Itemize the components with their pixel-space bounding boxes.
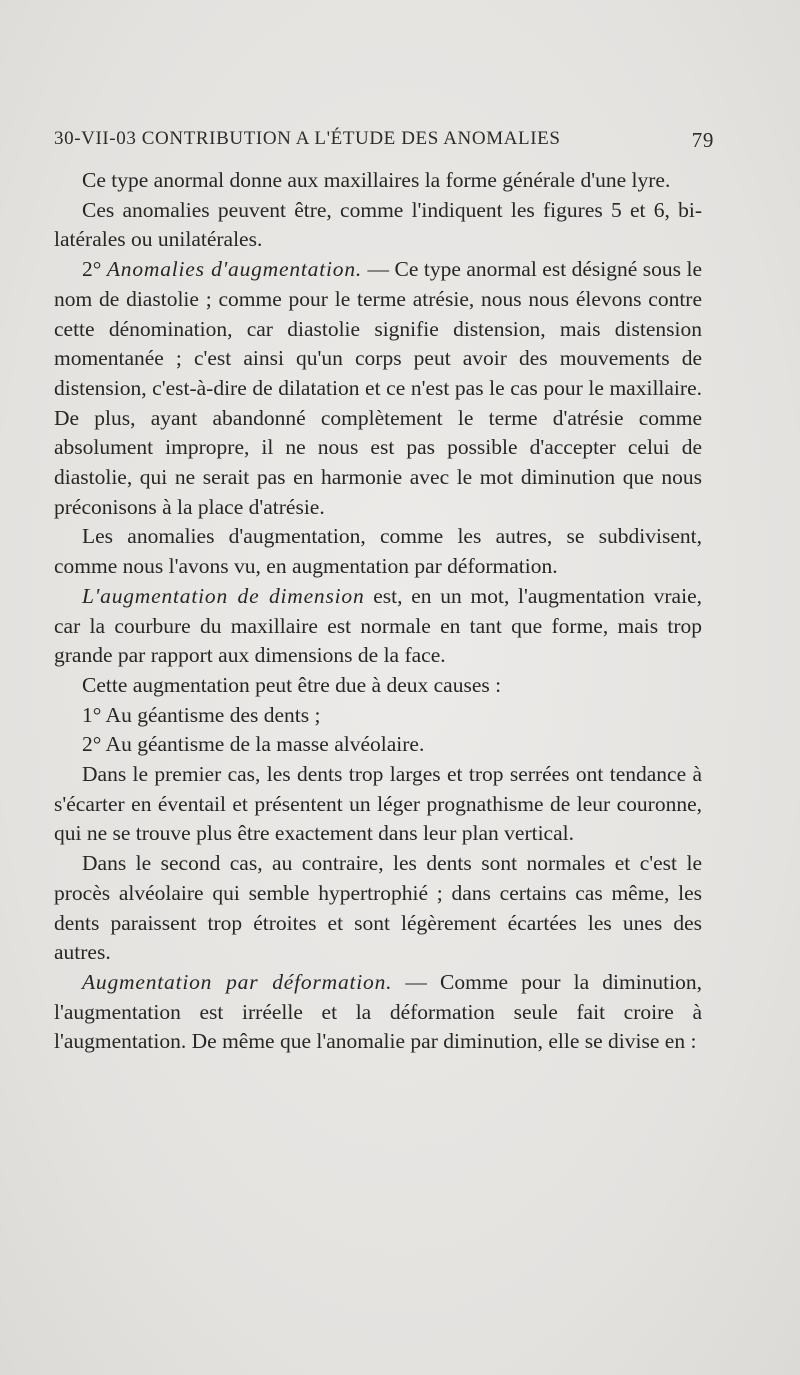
paragraph-deformation-text: — Comme pour la diminution, l'augmentation est irréelle et la déformation seule fait croire à l'augmentation. De même que l'anomalie par diminution, elle se divise en : bbox=[54, 969, 703, 1054]
cause-item-teeth: 1° Au géantisme des dents ; bbox=[82, 702, 321, 727]
paragraph-dimension-text: est, en un mot, l'augmentation vraie, car la courbure du maxillaire est normale en tant que forme, mais trop grande par rapport aux dimensions de la face. bbox=[54, 583, 702, 668]
paragraph-lyre: Ce type anormal donne aux maxillaires la forme générale d'une lyre. bbox=[82, 168, 671, 192]
paragraph-figures: Ces anomalies peuvent être, comme l'indiquent les figures 5 et 6, bi-latérales ou unilatérales. bbox=[54, 197, 702, 252]
page-number: 79 bbox=[691, 128, 714, 152]
paragraph-dimension bbox=[54, 582, 702, 671]
paragraph-first-case: Dans le premier cas, les dents trop larges et trop serrées ont tendance à s'écarter en éventail et présentent un léger prognathisme de leur couronne, qui ne se trouve plus être exactement dans leur plan vertical. bbox=[54, 762, 702, 846]
paragraph-causes: Cette augmentation peut être due à deux causes : bbox=[82, 672, 502, 697]
paragraph-second-case: Dans le second cas, au contraire, les dents sont normales et c'est le procès alvéolaire qui semble hypertrophié ; dans certains cas même, les dents paraissent trop étroites et sont légèrement écartées les unes des autres. bbox=[54, 851, 702, 965]
paragraph-subdivision: Les anomalies d'augmentation, comme les autres, se subdivisent, comme nous l'avons vu, en augmentation par déformation. bbox=[54, 524, 702, 579]
paragraph-deformation bbox=[54, 968, 702, 1057]
section-number: 2° bbox=[82, 257, 102, 282]
paragraph-augmentation-text: — Ce type anormal est désigné sous le nom de diastolie ; comme pour le terme atrésie, nous nous élevons contre cette dénomination, car diastolie signifie distension, mais distension momentanée ; c'est ainsi qu'un corps peut avoir des mouvements de distension, c'est-à-dire de dilatation et ce n'est pas le cas pour le maxillaire. De plus, ayant abandonné complètement le terme d'atrésie comme absolument impropre, il ne nous est pas possible d'accepter celui de diastolie, qui ne serait pas en harmonie avec le mot diminution que nous préconisons à la place d'atrésie. bbox=[54, 257, 703, 519]
body-text bbox=[54, 166, 702, 1057]
section-title-deformation: Augmentation par déformation. bbox=[82, 969, 393, 994]
paragraph-augmentation bbox=[54, 255, 702, 522]
section-title-augmentation: Anomalies d'augmentation. bbox=[106, 257, 363, 282]
term-augmentation-dimension: L'augmentation de dimension bbox=[82, 583, 365, 608]
running-title: 30-VII-03 CONTRIBUTION A L'ÉTUDE DES ANOMALIES bbox=[54, 128, 561, 149]
cause-item-alveolar: 2° Au géantisme de la masse alvéolaire. bbox=[82, 732, 425, 757]
running-header bbox=[54, 128, 714, 158]
